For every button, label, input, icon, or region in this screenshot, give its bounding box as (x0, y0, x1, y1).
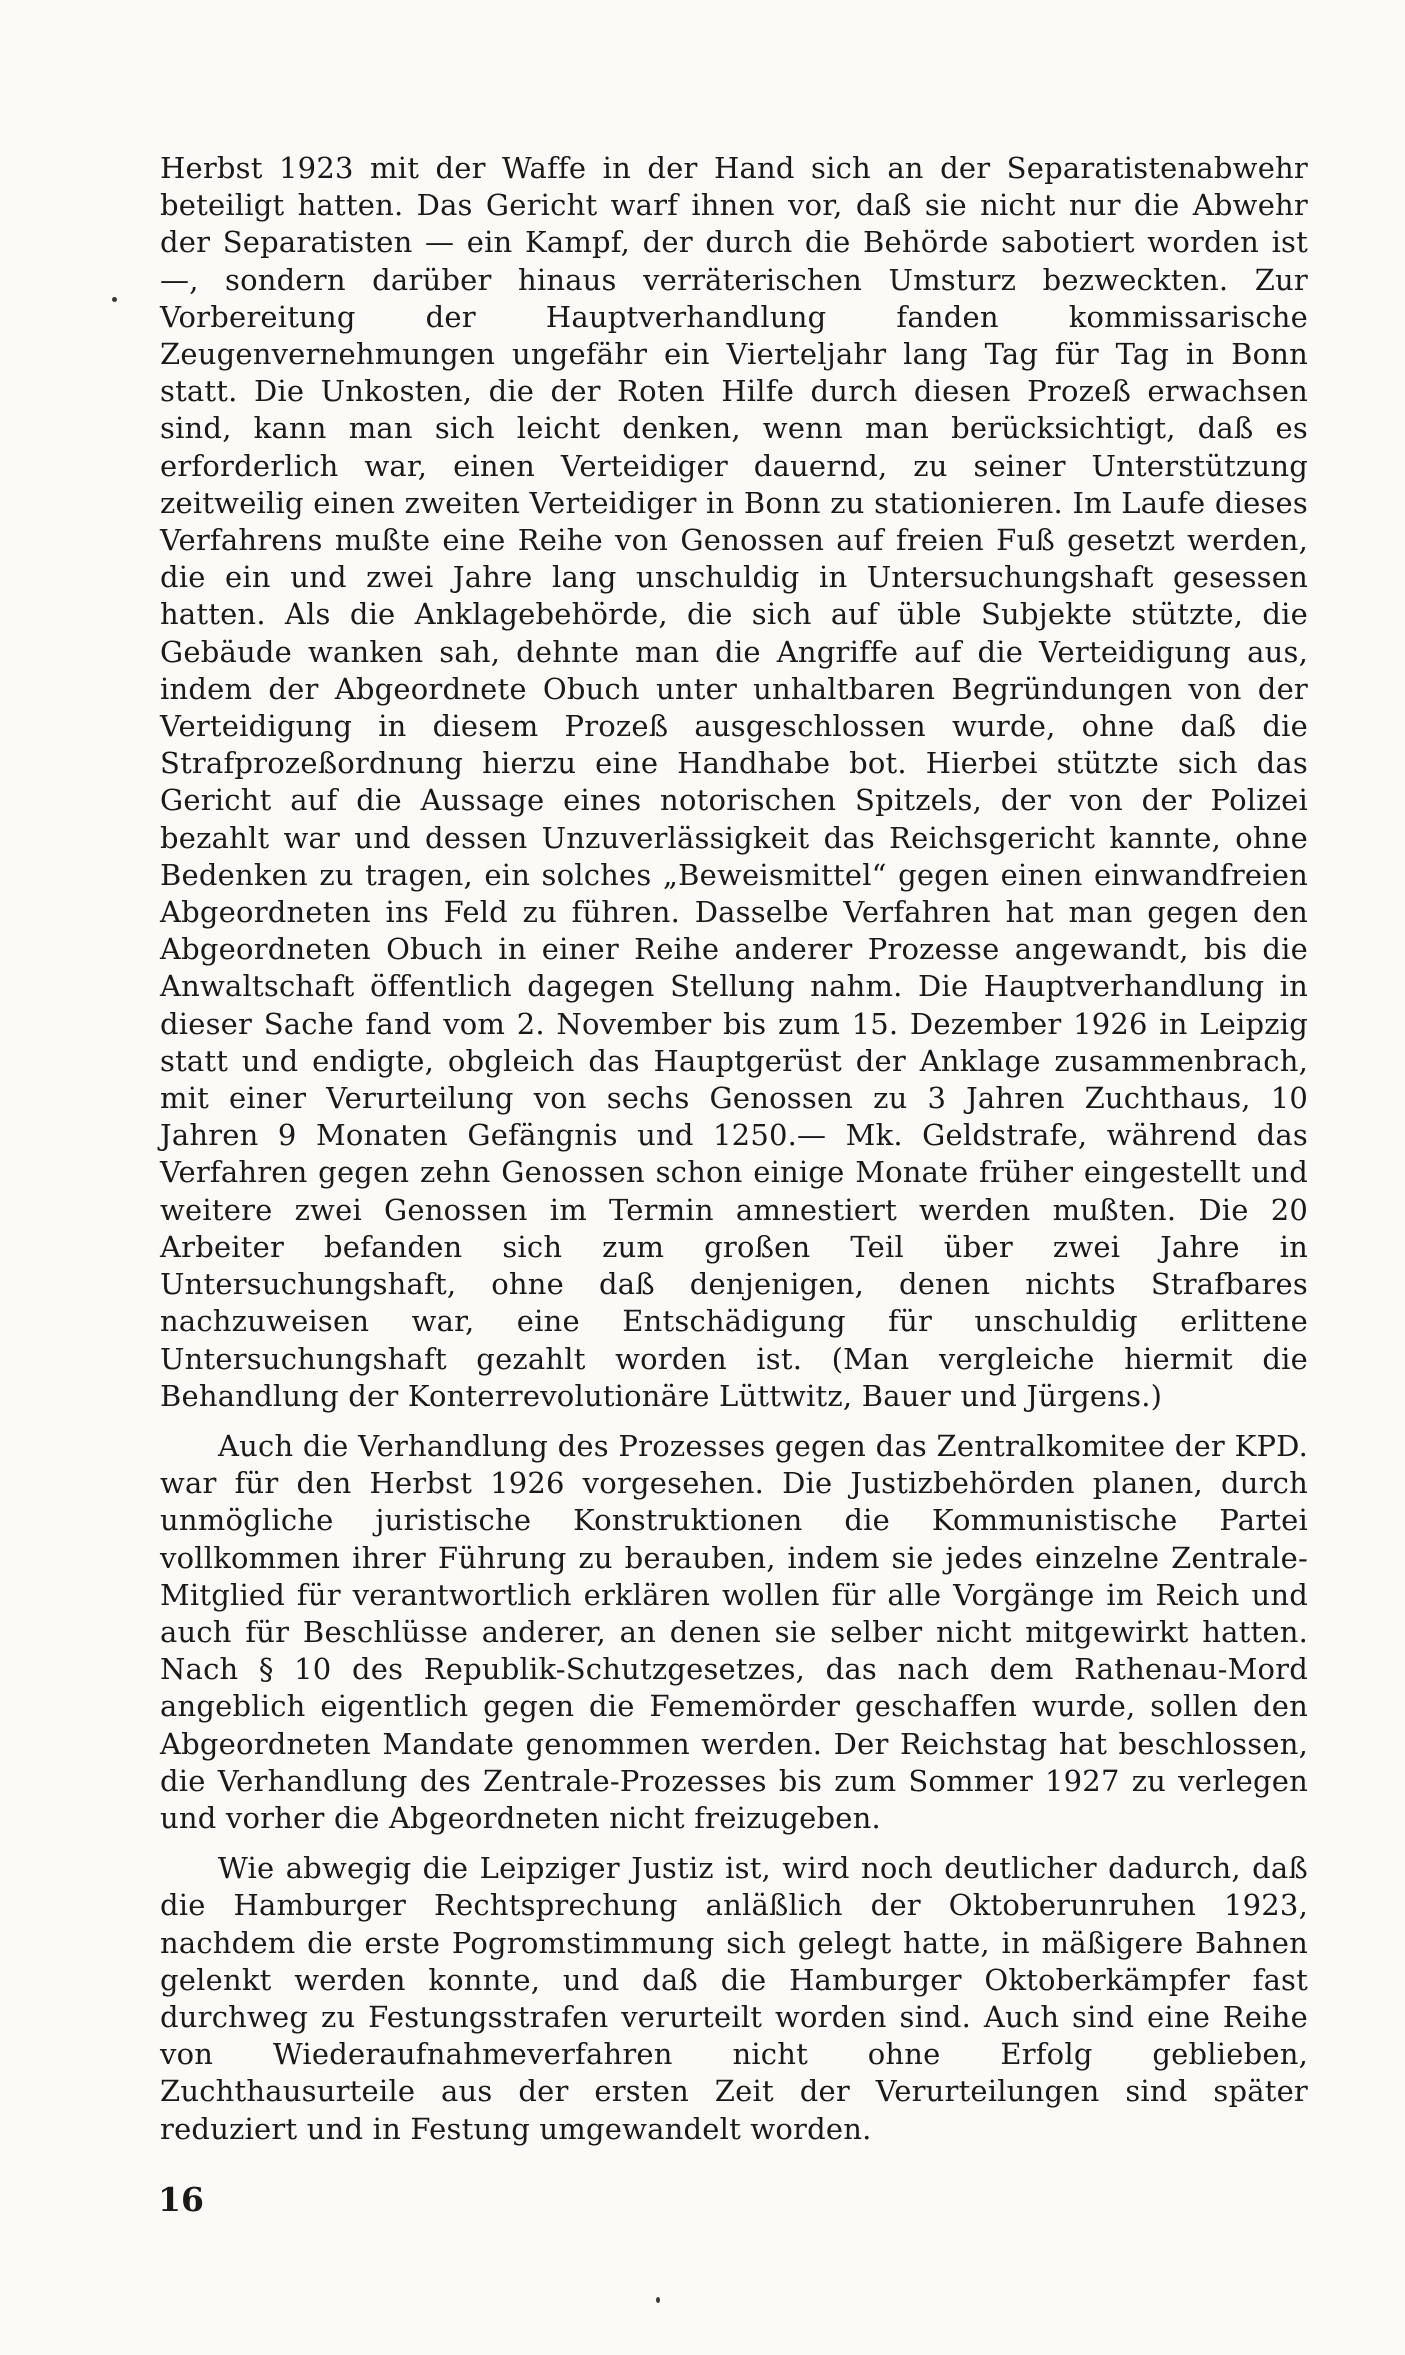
print-speck (112, 297, 117, 302)
body-text (160, 150, 1308, 2148)
paragraph-zentralkomitee-prozess: Auch die Verhandlung des Prozesses gegen das Zentralkomitee der KPD. war für den Herbst 1926 vorgesehen. Die Justizbehörden planen, durch unmögliche juristische Konstruktionen die Kommunistische Partei vollkommen ihrer Führung zu berauben, indem sie jedes einzelne Zentrale-Mitglied für verantwortlich erklären wollen für alle Vorgänge im Reich und auch für Beschlüsse anderer, an denen sie selber nicht mitgewirkt hatten. Nach § 10 des Republik-Schutzgesetzes, das nach dem Rathenau-Mord angeblich eigentlich gegen die Fememörder geschaffen wurde, sollen den Abgeordneten Mandate genommen werden. Der Reichstag hat beschlossen, die Verhandlung des Zentrale-Prozesses bis zum Sommer 1927 zu verlegen und vorher die Abgeordneten nicht freizugeben. (160, 1428, 1308, 1835)
paragraph-continuation: Herbst 1923 mit der Waffe in der Hand sich an der Separatistenabwehr beteiligt hatten. Das Gericht warf ihnen vor, daß sie nicht nur die Abwehr der Separatisten — ein Kampf, der durch die Behörde sabotiert worden ist —, sondern darüber hinaus verräterischen Umsturz bezweckten. Zur Vorbereitung der Hauptverhandlung fanden kommissarische Zeugenvernehmungen ungefähr ein Vierteljahr lang Tag für Tag in Bonn statt. Die Unkosten, die der Roten Hilfe durch diesen Prozeß erwachsen sind, kann man sich leicht denken, wenn man berücksichtigt, daß es erforderlich war, einen Verteidiger dauernd, zu seiner Unterstützung zeitweilig einen zweiten Verteidiger in Bonn zu stationieren. Im Laufe dieses Verfahrens mußte eine Reihe von Genossen auf freien Fuß gesetzt werden, die ein und zwei Jahre lang unschuldig in Untersuchungshaft gesessen hatten. Als die Anklagebehörde, die sich auf üble Subjekte stützte, die Gebäude wanken sah, dehnte man die Angriffe auf die Verteidigung aus, indem der Abgeordnete Obuch unter unhaltbaren Begründungen von der Verteidigung in diesem Prozeß ausgeschlossen wurde, ohne daß die Strafprozeßordnung hierzu eine Handhabe bot. Hierbei stützte sich das Gericht auf die Aussage eines notorischen Spitzels, der von der Polizei bezahlt war und dessen Unzuverlässigkeit das Reichsgericht kannte, ohne Bedenken zu tragen, ein solches „Beweismittel“ gegen einen einwandfreien Abgeordneten ins Feld zu führen. Dasselbe Verfahren hat man gegen den Abgeordneten Obuch in einer Reihe anderer Prozesse angewandt, bis die Anwaltschaft öffentlich dagegen Stellung nahm. Die Hauptverhandlung in dieser Sache fand vom 2. November bis zum 15. Dezember 1926 in Leipzig statt und endigte, obgleich das Hauptgerüst der Anklage zusammenbrach, mit einer Verurteilung von sechs Genossen zu 3 Jahren Zuchthaus, 10 Jahren 9 Monaten Gefängnis und 1250.— Mk. Geldstrafe, während das Verfahren gegen zehn Genossen schon einige Monate früher eingestellt und weitere zwei Genossen im Termin amnestiert werden mußten. Die 20 Arbeiter befanden sich zum großen Teil über zwei Jahre in Untersuchungshaft, ohne daß denjenigen, denen nichts Strafbares nachzuweisen war, eine Entschädigung für unschuldig erlittene Untersuchungshaft gezahlt worden ist. (Man vergleiche hiermit die Behandlung der Konterrevolutionäre Lüttwitz, Bauer und Jürgens.) (160, 151, 1308, 1413)
paragraph-leipziger-justiz: Wie abwegig die Leipziger Justiz ist, wird noch deutlicher dadurch, daß die Hamburger Rechtsprechung anläßlich der Oktoberunruhen 1923, nachdem die erste Pogromstimmung sich gelegt hatte, in mäßigere Bahnen gelenkt werden konnte, und daß die Hamburger Oktoberkämpfer fast durchweg zu Festungsstrafen verurteilt worden sind. Auch sind eine Reihe von Wiederaufnahmeverfahren nicht ohne Erfolg geblieben, Zuchthausurteile aus der ersten Zeit der Verurteilungen sind später reduziert und in Festung umgewandelt worden. (160, 1851, 1308, 2146)
page-number: 16 (158, 2180, 204, 2219)
print-speck (656, 2297, 660, 2303)
